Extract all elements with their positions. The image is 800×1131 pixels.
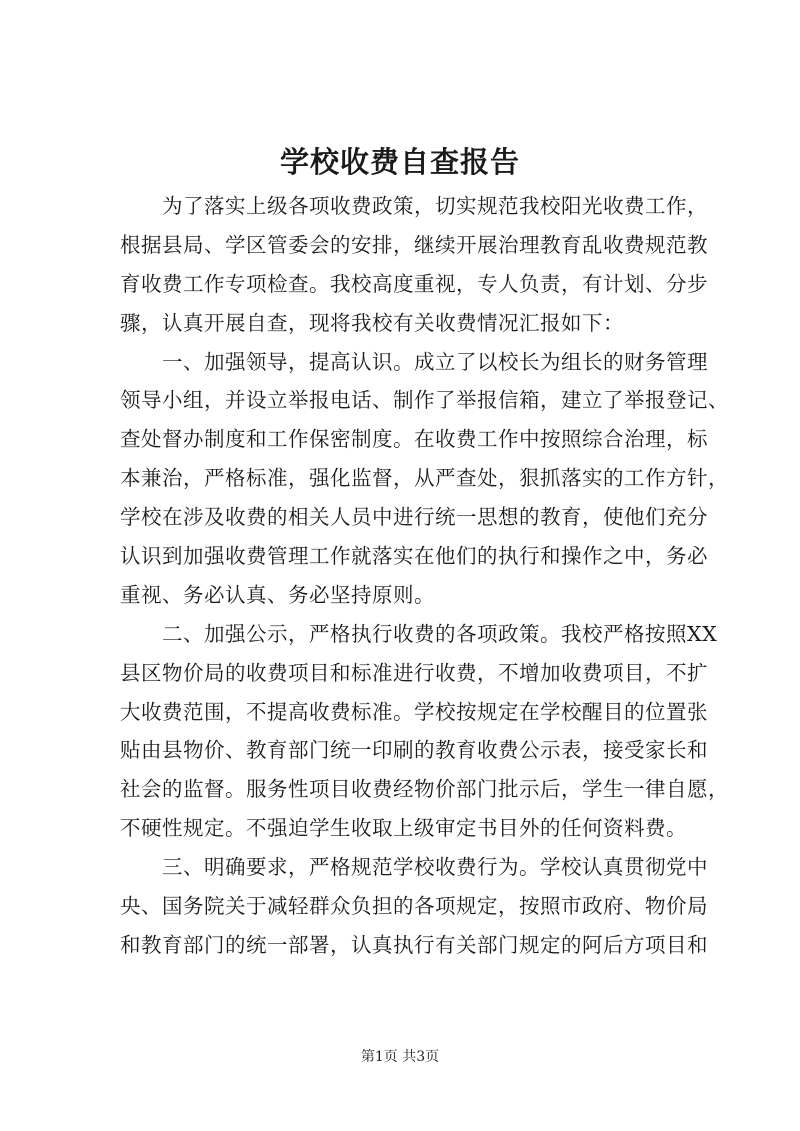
document-body xyxy=(120,187,729,965)
text-line: 三、明确要求，严格规范学校收费行为。学校认真贯彻党中 xyxy=(162,855,708,880)
text-line: 县区物价局的收费项目和标准进行收费，不增加收费项目，不扩 xyxy=(120,660,708,685)
text-line: 查处督办制度和工作保密制度。在收费工作中按照综合治理，标 xyxy=(120,427,708,452)
text-line: 骤，认真开展自查，现将我校有关收费情况汇报如下： xyxy=(120,310,624,335)
text-line: 大收费范围，不提高收费标准。学校按规定在学校醒目的位置张 xyxy=(120,699,708,724)
page-footer: 第1页 共3页 xyxy=(360,1049,440,1065)
text-line: 二、加强公示，严格执行收费的各项政策。我校严格按照XX xyxy=(162,621,718,646)
text-line: 为了落实上级各项收费政策，切实规范我校阳光收费工作， xyxy=(162,194,708,218)
text-line: 育收费工作专项检查。我校高度重视，专人负责，有计划、分步 xyxy=(120,271,708,296)
text-line: 贴由县物价、教育部门统一印刷的教育收费公示表，接受家长和 xyxy=(120,738,708,763)
document-title: 学校收费自查报告 xyxy=(279,145,520,179)
text-line: 一、加强领导，提高认识。成立了以校长为组长的财务管理 xyxy=(162,349,708,374)
text-line: 社会的监督。服务性项目收费经物价部门批示后，学生一律自愿， xyxy=(120,777,729,802)
text-line: 学校在涉及收费的相关人员中进行统一思想的教育，使他们充分 xyxy=(120,505,708,530)
text-line: 本兼治，严格标准，强化监督，从严查处，狠抓落实的工作方针， xyxy=(120,466,729,491)
text-line: 认识到加强收费管理工作就落实在他们的执行和操作之中，务必 xyxy=(120,544,708,569)
text-line: 和教育部门的统一部署，认真执行有关部门规定的阿后方项目和 xyxy=(120,932,708,957)
text-line: 领导小组，并设立举报电话、制作了举报信箱，建立了举报登记、 xyxy=(120,388,729,413)
text-line: 不硬性规定。不强迫学生收取上级审定书目外的任何资料费。 xyxy=(120,816,687,841)
text-line: 根据县局、学区管委会的安排，继续开展治理教育乱收费规范教 xyxy=(120,232,708,257)
text-line: 央、国务院关于减轻群众负担的各项规定，按照市政府、物价局 xyxy=(120,894,708,919)
text-line: 重视、务必认真、务必坚持原则。 xyxy=(120,582,435,607)
